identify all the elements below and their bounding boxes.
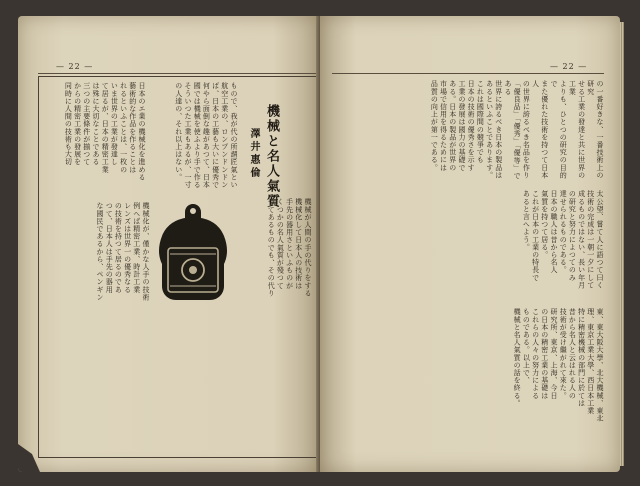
text-line: 日本の職人は昔から名人 — [549, 190, 558, 274]
page-stack-edge — [620, 22, 624, 466]
text-line: れるといふことは、一枚の — [119, 82, 128, 174]
text-line: からの精密工業の發展を — [73, 82, 82, 166]
text-line: 特に精密機械の部門に於ては — [577, 308, 586, 407]
text-line: 技術の完成は一朝一夕にして — [586, 190, 595, 289]
text-line: つて、日本人は手先の器用 — [105, 202, 114, 294]
header-rule-right — [332, 73, 604, 74]
text-line: の日本の精密工業の基礎は — [540, 308, 549, 400]
text-line: ば、日本の工藝も大いに優秀で — [211, 82, 220, 189]
text-line: もので、我が代の所謂匠氣とい — [230, 82, 238, 189]
text-line: ある。日本の製品が世界の — [448, 80, 457, 172]
text-line: 航空工業の、ロンプンドンドン — [220, 82, 229, 189]
seal-illustration — [154, 202, 232, 306]
text-line: 機械が人間の手の代りをする — [304, 198, 312, 297]
text-line: の研究と努力によつてのみ — [568, 190, 577, 282]
text-line: 成るものではない、長い年月 — [577, 190, 586, 289]
text-line: の技術を持つて居るのであ — [114, 202, 123, 294]
left-text-columns-bottom — [42, 202, 150, 450]
page-number-left: — 22 — — [56, 62, 94, 71]
left-text-columns-upper — [42, 82, 146, 194]
text-line: 研究所、東京、上海、今日 — [549, 308, 558, 400]
text-line: な國民であるから、ペンギン — [95, 202, 104, 301]
text-line: よりも、ひとつの研究の目的で — [549, 80, 568, 179]
text-line: いま世界の工業が發達し — [110, 82, 119, 166]
text-line: 市場で信用を得るためには — [439, 80, 448, 172]
text-line: レンズは世界一の優秀なる — [123, 202, 132, 294]
right-text-columns-bottom — [334, 308, 604, 438]
open-book — [18, 16, 622, 472]
text-line: つてあるものでも、その代り — [267, 198, 276, 297]
text-line: 機械と名人氣質の話を終る。 — [513, 308, 522, 407]
text-line: 手先の器用さといふものが — [285, 198, 294, 290]
text-line: 達せられるものである。 — [559, 190, 568, 274]
text-line: 何やら面倒な趣があつて、日本 — [202, 82, 211, 189]
text-line: これが日本の工業の特長で — [531, 190, 540, 282]
text-line: 理、東京工業大學、西日本工業 — [586, 308, 595, 415]
text-line: 同時に人間の技術も大切 — [64, 82, 73, 166]
text-line: これらの人々の努力による — [531, 308, 540, 400]
text-line: そういつた工業もあるが、一寸 — [183, 82, 192, 189]
text-line: 昔から名人と云はれる人の — [568, 308, 577, 400]
text-line: 三つの主要條件が揃つて — [82, 82, 91, 166]
text-line: あると言へよう。 — [522, 190, 531, 251]
text-line: ものである。以上で、 — [522, 308, 531, 384]
text-line: 工業の發展は國力の基礎で — [457, 80, 466, 172]
text-line: て居るが、日本の精密工業 — [101, 82, 110, 174]
text-line: 太公望、嘗て人に語つて曰く — [596, 190, 604, 289]
left-text-columns-right — [236, 198, 312, 448]
text-line: せる工業の發達と共に世界の工業 — [568, 80, 586, 179]
left-page — [18, 16, 318, 472]
text-line: 例へば精密工業、時計工業 — [132, 202, 141, 294]
page-number-right: — 22 — — [550, 62, 588, 71]
header-rule-left — [38, 73, 316, 74]
text-line: 技術が受け繼がれて來た。 — [559, 308, 568, 400]
text-line: の世界に誇るべき名品を作り — [522, 80, 531, 179]
text-line: の人達の、それ以上はない。 — [174, 82, 183, 181]
text-line: 機械化して日本人の技術は — [294, 198, 303, 290]
text-line: 世界に誇るべき日本の製品は — [494, 80, 503, 179]
right-text-columns-middle — [334, 190, 604, 302]
text-line: また優れた技術を持つて日本人 — [531, 80, 549, 179]
article-title: 機械と名人氣質 — [264, 104, 279, 209]
text-line: 品質の向上が第一である。 — [430, 80, 439, 172]
text-line: 國では機械を使ふより手で作る — [193, 82, 202, 189]
text-line: 日本のエ業の機械化を進める — [138, 82, 146, 181]
text-line: 氣質を持つて居る。 — [540, 190, 549, 259]
text-line: の一番好きな、一番技術上の研究 — [586, 80, 604, 179]
text-line: は殊に大切なことである — [91, 82, 100, 166]
text-line: くつかの名人氣質が殘つて — [276, 198, 285, 290]
text-line: 機械化が、僅かな人手の技術 — [142, 202, 150, 301]
text-line: 「優良品」「優秀」「優等」である — [503, 80, 522, 180]
article-author: 澤井惠倫 — [248, 128, 259, 180]
text-line: 日本の技術の優秀さを示す — [467, 80, 476, 172]
text-line: 東、東大阪大學、北大機械、東北 — [596, 308, 604, 422]
left-text-columns-top — [168, 82, 238, 194]
text-line: 藝術的な作品を作ることは — [128, 82, 137, 174]
text-line: これは國際間の競爭でも — [476, 80, 485, 164]
right-text-columns-top — [334, 80, 604, 184]
text-line: あるといふことであります。 — [485, 80, 494, 179]
right-page — [320, 16, 620, 472]
